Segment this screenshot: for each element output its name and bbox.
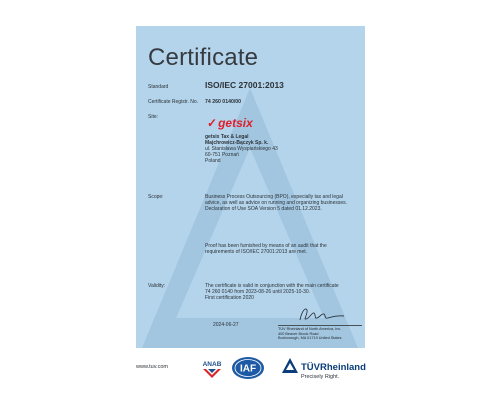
proof-line: Proof has been furnished by means of an audit that the [205,243,327,249]
issuer-line: TÜV Rheinland of North America, Inc. [278,327,342,331]
tuv-brand: TÜVRheinland [301,362,366,373]
validity-text [205,283,365,301]
register-value: 74 260 0140/00 [205,99,242,105]
proof-text [205,243,365,255]
tuv-logo-icon [281,357,367,381]
anab-logo-icon [198,357,226,379]
scope-line: Business Process Outsourcing (BPO), especially tax and legal [205,194,343,200]
company-name-1: getsix Tax & Legal [205,134,249,140]
iaf-label: IAF [239,363,257,375]
standard-label: Standard [148,84,169,90]
standard-value: ISO/IEC 27001:2013 [205,80,284,90]
tuv-tagline: Precisely Right. [301,374,340,380]
scope-label: Scope: [148,194,164,200]
scope-line: advice, as well as advice on running and organizing businesses. [205,200,348,206]
issuer-line: Boxborough, MA 01719 United States [278,336,342,341]
proof-line: requirements of ISO/IEC 27001:2013 are met. [205,249,307,255]
validity-line: First certification 2020 [205,295,254,301]
issuer-line: 400 Beaver Brook Road [278,331,319,336]
anab-label: ANAB [202,361,222,368]
company-city: 60-751 Poznań [205,152,239,158]
site-label: Site: [148,114,159,120]
register-label: Certificate Registr. No. [148,99,199,105]
validity-label: Validity: [148,283,166,289]
iaf-logo-icon [231,356,265,380]
logo-check-icon: ✓ [207,116,218,130]
company-name-2: Majchrowicz-Bączyk Sp. k. [205,140,269,146]
signature-icon [294,304,350,324]
scope-line: Declaration of Use SOA Version 5 dated 01.12.2023. [205,206,322,212]
issue-date: 2024-06-27 [213,322,239,328]
company-country: Poland [205,158,221,164]
issuer-address [278,327,368,341]
page-title: Certificate [148,44,259,71]
scope-text [205,194,365,212]
company-logo [207,116,253,130]
signature-line [278,325,362,326]
logo-text: getsix [218,116,253,130]
footer-url[interactable]: www.tuv.com [136,364,168,370]
company-street: ul. Stanisława Wyspiańskiego 43 [205,146,278,152]
validity-line: The certificate is valid in conjunction with the main certificate [205,283,339,289]
validity-line: 74 260 0140 from 2023-08-26 until 2025-10-30. [205,289,311,295]
